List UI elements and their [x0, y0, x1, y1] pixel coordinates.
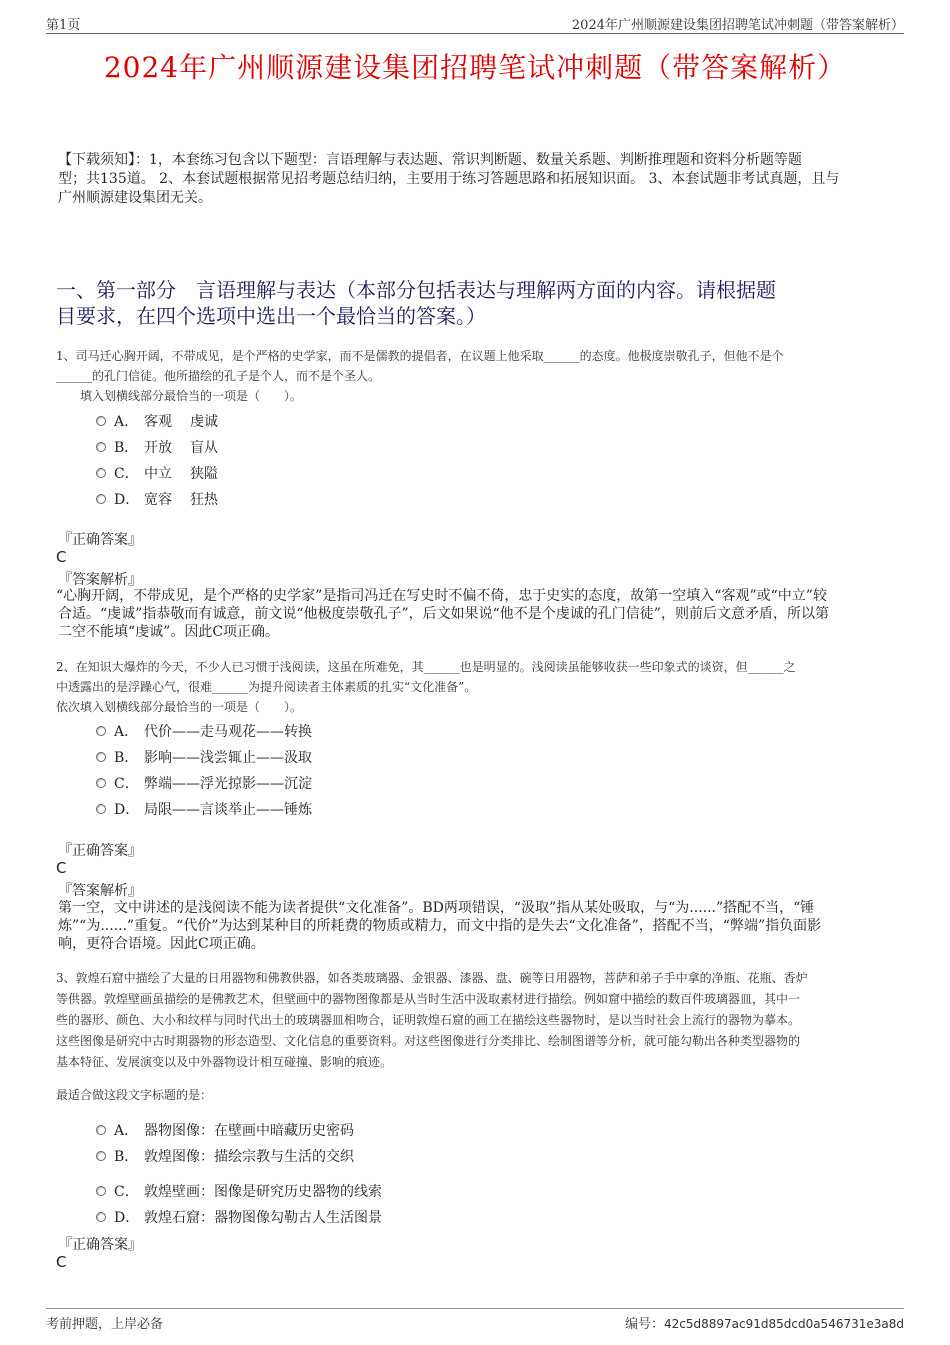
radio-icon[interactable]	[96, 1125, 106, 1135]
q2-prompt: 依次填入划横线部分最恰当的一项是（ ）。	[56, 700, 303, 714]
q1-option-b[interactable]: B． 开放 盲从	[96, 437, 218, 457]
q3-stem-line-1: 3、敦煌石窟中描绘了大量的日用器物和佛教供器，如各类玻璃器、金银器、漆器、盘、碗等日用器物，菩萨和弟子手中拿的净瓶、花瓶、香炉	[56, 971, 808, 985]
radio-icon[interactable]	[96, 416, 106, 426]
radio-icon[interactable]	[96, 1186, 106, 1196]
radio-icon[interactable]	[96, 804, 106, 814]
q3-answer-label: 『正确答案』	[58, 1237, 142, 1253]
radio-icon[interactable]	[96, 494, 106, 504]
section-heading-line-1: 一、第一部分 言语理解与表达（本部分包括表达与理解两方面的内容。请根据题	[56, 278, 776, 302]
q1-stem-line-2: ______的孔门信徒。他所描绘的孔子是个人，而不是个圣人。	[56, 369, 381, 383]
q3-answer: C	[56, 1253, 67, 1271]
q3-option-a[interactable]: A． 器物图像：在壁画中暗藏历史密码	[96, 1120, 354, 1140]
q1-analysis-line-1: “心胸开阔，不带成见，是个严格的史学家”是指司冯迁在写史时不偏不倚，忠于史实的态度，故第一空填入“客观”或“中立”较	[56, 588, 827, 604]
page-title: 2024年广州顺源建设集团招聘笔试冲刺题（带答案解析）	[103, 51, 847, 84]
footer-code-value: 42c5d8897ac91d85dcd0a546731e3a8d	[663, 1317, 904, 1331]
q1-option-d[interactable]: D． 宽容 狂热	[96, 489, 218, 509]
notice-line-2: 型；共135道。 2、本套试题根据常见招考题总结归纳，主要用于练习答题思路和拓展知识面。 3、本套试题非考试真题，且与	[58, 171, 840, 187]
q1-analysis-label: 『答案解析』	[58, 572, 142, 588]
radio-icon[interactable]	[96, 752, 106, 762]
q2-answer-label: 『正确答案』	[58, 843, 142, 859]
q1-option-c[interactable]: C． 中立 狭隘	[96, 463, 218, 483]
q1-prompt: 填入划横线部分最恰当的一项是（ ）。	[80, 389, 303, 403]
q1-answer-label: 『正确答案』	[58, 532, 142, 548]
footer-code-label: 编号：	[624, 1317, 664, 1332]
header-divider	[46, 33, 904, 34]
header-doc-title: 2024年广州顺源建设集团招聘笔试冲刺题（带答案解析）	[571, 18, 904, 33]
section-heading-line-2: 目要求，在四个选项中选出一个最恰当的答案。）	[56, 304, 486, 328]
radio-icon[interactable]	[96, 726, 106, 736]
footer-divider	[46, 1308, 904, 1309]
q2-analysis-line-2: 炼”“为......”重复。“代价”为达到某种目的所耗费的物质或精力，而文中指的是失去“文化准备”，搭配不当，“弊端”指负面影	[58, 918, 822, 934]
q2-analysis-label: 『答案解析』	[58, 883, 142, 899]
radio-icon[interactable]	[96, 778, 106, 788]
q3-stem-line-4: 这些图像是研究中古时期器物的形态造型、文化信息的重要资料。对这些图像进行分类排比、绘制图谱等分析，就可能勾勒出各种类型器物的	[56, 1034, 801, 1048]
radio-icon[interactable]	[96, 468, 106, 478]
q2-option-d[interactable]: D． 局限——言谈举止——锤炼	[96, 799, 312, 819]
q3-stem-line-2: 等供器。敦煌壁画虽描绘的是佛教艺术，但壁画中的器物图像都是从当时生活中汲取素材进行描绘。例如窟中描绘的数百件玻璃器皿，其中一	[56, 992, 801, 1006]
radio-icon[interactable]	[96, 1151, 106, 1161]
q2-stem-line-2: 中透露出的是浮躁心气，很难______为提升阅读者主体素质的扎实“文化准备”。	[56, 680, 477, 694]
q1-option-a[interactable]: A． 客观 虔诚	[96, 411, 218, 431]
radio-icon[interactable]	[96, 1212, 106, 1222]
q2-stem-line-1: 2、在知识大爆炸的今天，不少人已习惯于浅阅读，这虽在所难免，其______也是明显的。浅阅读虽能够收获一些印象式的谈资，但______之	[56, 660, 796, 674]
q3-option-b[interactable]: B． 敦煌图像：描绘宗教与生活的交织	[96, 1146, 354, 1166]
q2-answer: C	[56, 859, 67, 877]
q3-prompt: 最适合做这段文字标题的是：	[56, 1088, 213, 1102]
q3-option-d[interactable]: D． 敦煌石窟：器物图像勾勒古人生活图景	[96, 1207, 382, 1227]
q2-option-b[interactable]: B． 影响——浅尝辄止——汲取	[96, 747, 312, 767]
q1-answer: C	[56, 548, 67, 566]
page-number: 第1页	[46, 18, 81, 33]
q1-analysis-line-2: 合适。“虔诚”指恭敬而有诚意，前文说“他极度崇敬孔子”，后文如果说“他不是个虔诚的孔门信徒”，则前后文意矛盾，所以第	[58, 606, 829, 622]
notice-line-3: 广州顺源建设集团无关。	[58, 190, 212, 206]
q3-stem-line-5: 基本特征、发展演变以及中外器物设计相互碰撞、影响的痕迹。	[56, 1055, 393, 1069]
q2-analysis-line-1: 第一空，文中讲述的是浅阅读不能为读者提供“文化准备”。BD两项错误，“汲取”指从某处吸取，与“为......”搭配不当，“锤	[58, 900, 815, 916]
q3-option-c[interactable]: C． 敦煌壁画：图像是研究历史器物的线索	[96, 1181, 382, 1201]
radio-icon[interactable]	[96, 442, 106, 452]
q3-stem-line-3: 些的器形、颜色、大小和纹样与同时代出土的玻璃器皿相吻合，证明敦煌石窟的画工在描绘这些器物时，是以当时社会上流行的器物为摹本。	[56, 1013, 801, 1027]
notice-line-1: 【下载须知】：1，本套练习包含以下题型：言语理解与表达题、常识判断题、数量关系题、判断推理题和资料分析题等题	[58, 152, 802, 168]
footer-code	[625, 1313, 904, 1332]
q1-analysis-line-3: 二空不能填“虔诚”。因此C项正确。	[58, 624, 280, 640]
q2-analysis-line-3: 响，更符合语境。因此C项正确。	[58, 936, 265, 952]
q2-option-a[interactable]: A． 代价——走马观花——转换	[96, 721, 312, 741]
footer-slogan: 考前押题，上岸必备	[46, 1317, 164, 1332]
q1-stem-line-1: 1、司马迁心胸开阔，不带成见，是个严格的史学家，而不是儒教的提倡者，在议题上他采取______的态度。他极度崇敬孔子，但他不是个	[56, 349, 784, 363]
q2-option-c[interactable]: C． 弊端——浮光掠影——沉淀	[96, 773, 312, 793]
